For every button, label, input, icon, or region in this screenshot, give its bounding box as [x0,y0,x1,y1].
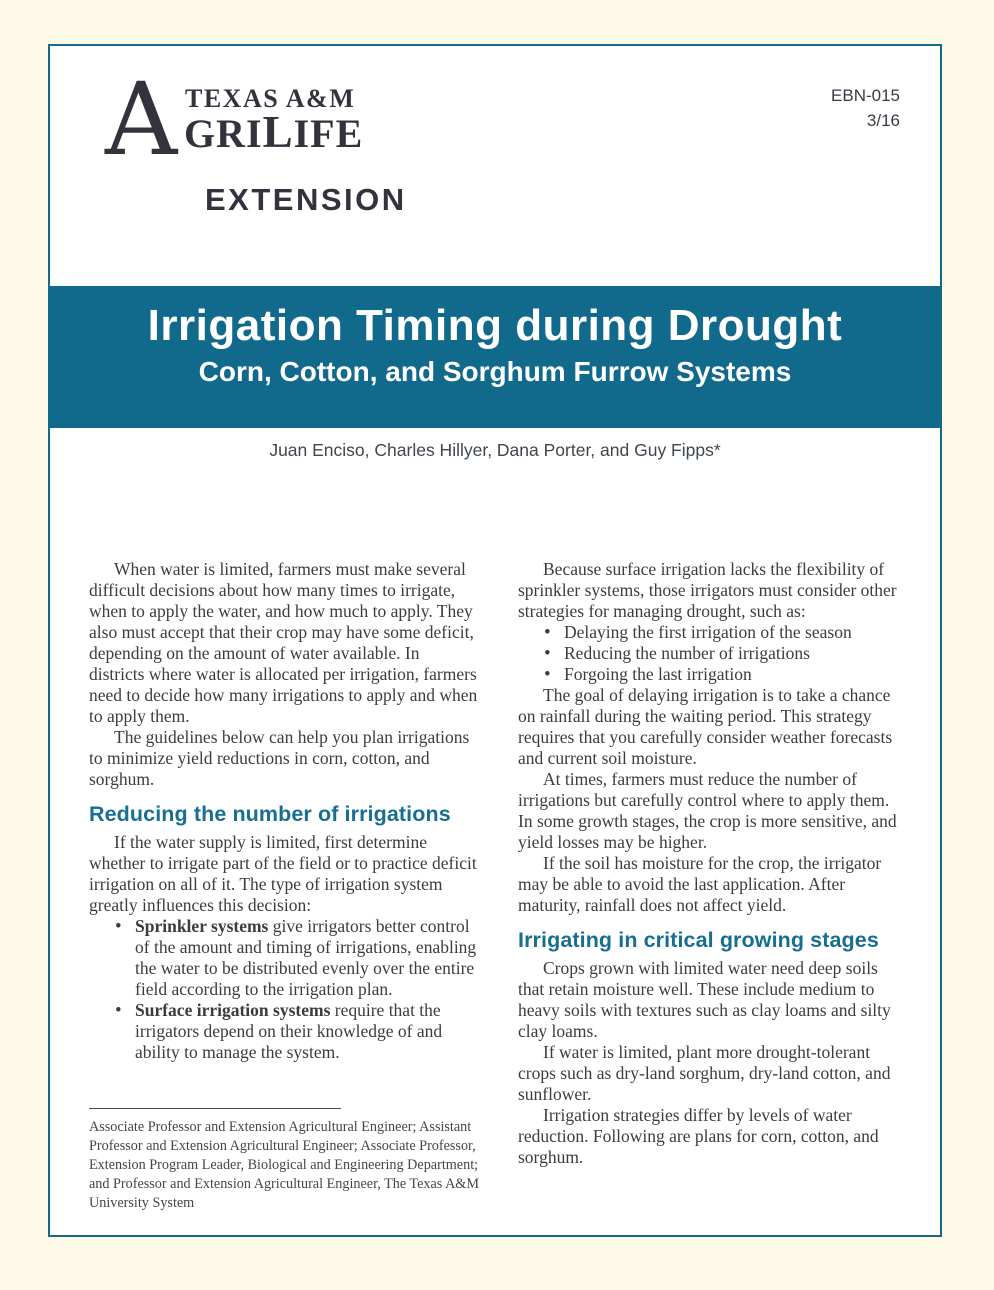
footnote-text: Associate Professor and Extension Agricultural Engineer; Assistant Professor and Extension Agricultural Engineer; Associate Professor, Extension Program Leader, Biological and Engineering Department; and Professor and Extension Agricultural Engineer, The Texas A&M University System [89,1119,479,1211]
list-item: • Reducing the number of irrigations [518,643,908,664]
paragraph: Because surface irrigation lacks the flexibility of sprinkler systems, those irrigators must consider other strategies for managing drought, such as: [518,559,897,621]
right-column [518,559,908,1168]
publication-date: 3/16 [866,110,900,130]
list-item-text: require that the irrigators depend on their knowledge of and ability to manage the system. [135,1000,443,1062]
logo-agrilife-l: L [262,107,294,157]
paragraph: If water is limited, plant more drought-tolerant crops such as dry-land sorghum, dry-land cotton, and sunflower. [518,1042,891,1104]
list-item [89,916,478,1000]
left-column [89,559,478,1063]
logo-agrilife-ife: IFE [293,111,364,156]
footnote [89,1108,479,1213]
list-item-lead: Surface irrigation systems [135,1000,331,1020]
logo-agrilife-gri: GRI [184,111,263,156]
paragraph: At times, farmers must reduce the number of irrigations but carefully control where to apply them. In some growth stages, the crop is more sensitive, and yield losses may be higher. [518,769,897,852]
section-heading-critical-growing-stages: Irrigating in critical growing stages [518,928,879,952]
section-heading-reducing-irrigations: Reducing the number of irrigations [89,802,451,826]
paragraph: If the soil has moisture for the crop, the irrigator may be able to avoid the last application. After maturity, rainfall does not affect yield. [518,853,882,915]
page-title: Irrigation Timing during Drought [147,301,843,350]
paragraph: Crops grown with limited water need deep soils that retain moisture well. These include medium to heavy soils with textures such as clay loams and silty clay loams. [518,958,891,1041]
paragraph: The guidelines below can help you plan irrigations to minimize yield reductions in corn, cotton, and sorghum. [89,727,470,789]
paragraph: When water is limited, farmers must make several difficult decisions about how many times to irrigate, when to apply the water, and how much to apply. They also must accept that their crop may have some deficit, depending on the amount of water available. In districts where water is allocated per irrigation, farmers need to decide how many irrigations to apply and when to apply them. [89,559,478,726]
logo-extension-text: EXTENSION [205,182,407,217]
list-item: • Forgoing the last irrigation [518,664,908,685]
agrilife-logo [105,61,445,226]
logo-agrilife-text [184,107,364,157]
bullet-list [518,622,908,685]
footnote-divider [89,1108,341,1109]
list-item-lead: Sprinkler systems [135,916,269,936]
publication-number [831,84,900,133]
list-item-text: give irrigators better control of the amount and timing of irrigations, enabling the water to be distributed evenly over the entire field according to the irrigation plan. [135,916,477,999]
document-frame [48,44,942,1237]
logo-texas-text: TEXAS A&M [185,84,356,113]
authors-line: Juan Enciso, Charles Hillyer, Dana Porter, and Guy Fipps* [269,440,721,460]
bullet-list [89,916,478,1063]
list-item [89,1000,478,1063]
paragraph: The goal of delaying irrigation is to take a chance on rainfall during the waiting period. This strategy requires that you carefully consider weather forecasts and current soil moisture. [518,685,893,768]
logo-a-mark-icon: A [105,61,178,178]
paragraph: Irrigation strategies differ by levels of water reduction. Following are plans for corn, cotton, and sorghum. [518,1105,879,1167]
publication-id: EBN-015 [831,86,900,105]
list-item: • Delaying the first irrigation of the season [518,622,908,643]
title-banner [48,286,942,428]
page-subtitle: Corn, Cotton, and Sorghum Furrow Systems [198,355,792,387]
paragraph: If the water supply is limited, first determine whether to irrigate part of the field or to practice deficit irrigation on all of it. The type of irrigation system greatly influences this decision: [89,832,477,915]
